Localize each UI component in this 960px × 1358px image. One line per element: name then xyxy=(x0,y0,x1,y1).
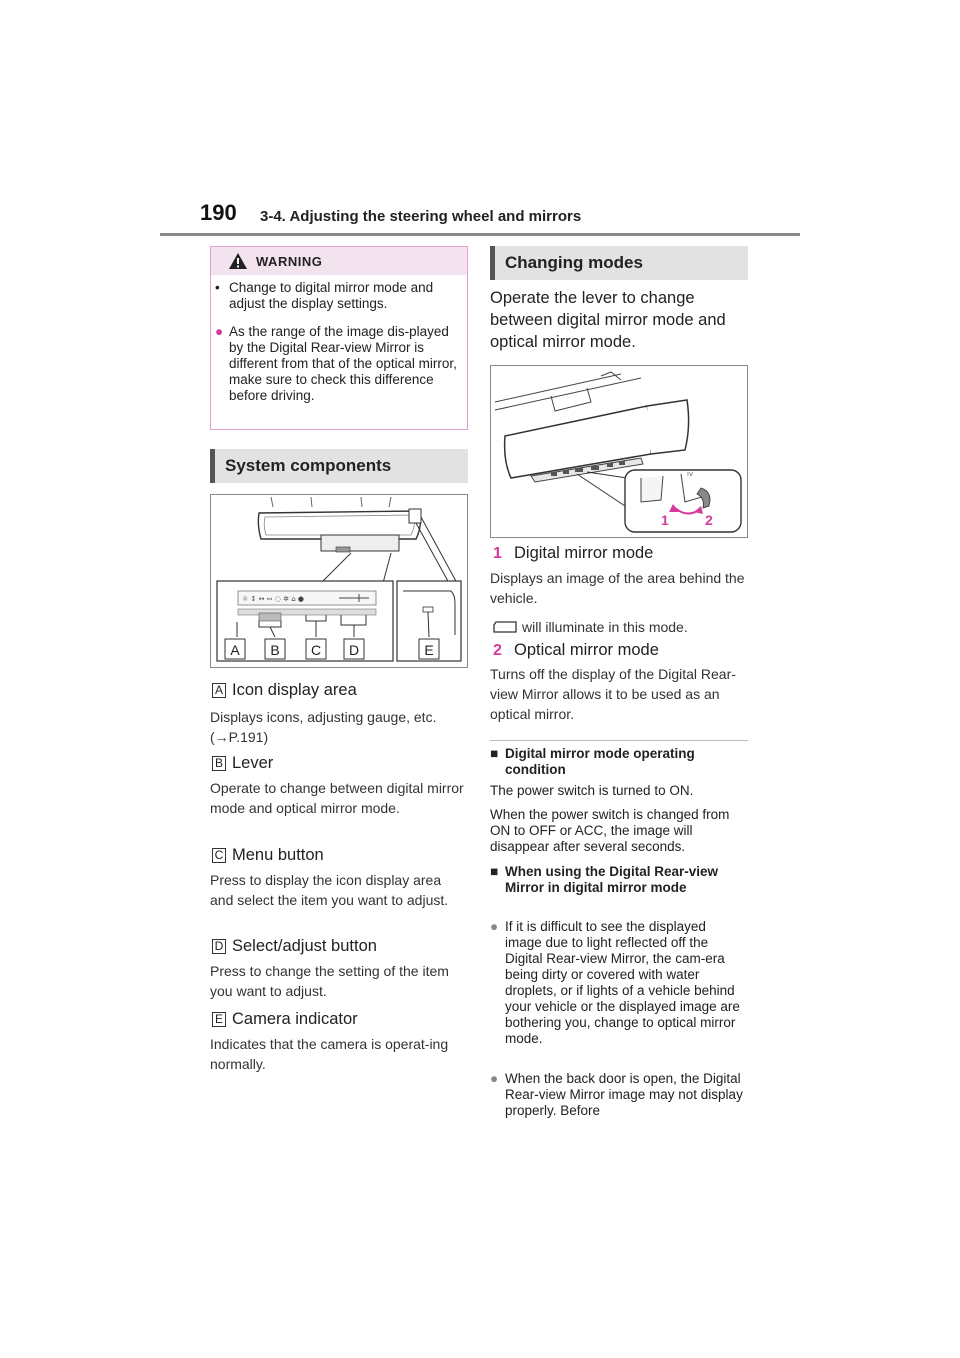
item-body-menu-button: Press to display the icon display area and select the item you want to adjust. xyxy=(210,872,449,908)
figure-label-b: B xyxy=(270,642,280,658)
round-bullet: ● xyxy=(490,919,499,934)
item-body-select-adjust-button: Press to change the setting of the item you want to adjust. xyxy=(210,963,449,999)
mode-extra-digital: will illuminate in this mode. xyxy=(522,619,688,635)
note-bullet xyxy=(490,919,745,1047)
section-heading-changing-modes xyxy=(490,246,748,280)
svg-text:ıv: ıv xyxy=(687,470,694,478)
figure-label-2: 2 xyxy=(705,512,713,528)
note-paragraph-2: When the power switch is changed from ON to OFF or ACC, the image will disappear after several seconds. xyxy=(490,807,730,854)
warning-item xyxy=(215,280,460,312)
bullet: ● xyxy=(215,324,224,339)
note-heading-digital-mode xyxy=(490,864,740,896)
camera-indicator-icon xyxy=(492,618,518,634)
square-bullet: ■ xyxy=(490,746,499,761)
section-heading-text: System components xyxy=(225,456,392,475)
svg-text:☼ ↕ ↔ ∾ ◌ ✲ ⌂ ●: ☼ ↕ ↔ ∾ ◌ ✲ ⌂ ● xyxy=(242,595,304,603)
item-letter-c: C xyxy=(212,848,226,863)
item-title-menu-button: Menu button xyxy=(232,846,324,864)
warning-triangle-icon xyxy=(228,252,248,270)
item-title-camera-indicator: Camera indicator xyxy=(232,1010,358,1028)
lever-illustration xyxy=(491,366,747,537)
page-number: 190 xyxy=(200,200,237,225)
lever-figure xyxy=(490,365,748,538)
header-rule xyxy=(160,233,800,236)
note-paragraph-1: The power switch is turned to ON. xyxy=(490,783,694,798)
figure-label-c: C xyxy=(310,642,322,658)
note-heading-operating-condition xyxy=(490,746,740,778)
changing-modes-intro: Operate the lever to change between digital mirror mode and optical mirror mode. xyxy=(490,289,726,351)
warning-header xyxy=(211,247,467,275)
item-body-camera-indicator: Indicates that the camera is operat-ing normally. xyxy=(210,1036,449,1072)
chapter-title: 3-4. Adjusting the steering wheel and mirrors xyxy=(260,208,582,225)
mode-body-digital: Displays an image of the area behind the vehicle. xyxy=(490,570,745,606)
figure-label-a: A xyxy=(230,642,240,658)
mode-title-optical: Optical mirror mode xyxy=(514,641,659,659)
mirror-components-illustration xyxy=(211,495,467,667)
mode-body-optical: Turns off the display of the Digital Rear-view Mirror allows it to be used as an optical mirror. xyxy=(490,666,736,722)
warning-text: As the range of the image dis-played by the Digital Rear-view Mirror is different from that of the optical mirror, make sure to check this difference before driving. xyxy=(229,324,457,403)
figure-label-1: 1 xyxy=(661,512,669,528)
mode-number-1: 1 xyxy=(493,545,502,562)
item-title-icon-display-area: Icon display area xyxy=(232,681,357,699)
item-body-lever: Operate to change between digital mirror mode and optical mirror mode. xyxy=(210,780,464,816)
notes-divider xyxy=(490,740,748,741)
mode-number-2: 2 xyxy=(493,642,502,659)
item-title-select-adjust-button: Select/adjust button xyxy=(232,937,377,955)
warning-text: Change to digital mirror mode and adjust the display settings. xyxy=(229,280,434,311)
note-heading-text: Digital mirror mode operating condition xyxy=(505,746,695,777)
item-body-icon-display-area: Displays icons, adjusting gauge, etc. (→P.191) xyxy=(210,709,437,745)
figure-label-e: E xyxy=(424,642,434,658)
item-letter-e: E xyxy=(212,1012,226,1027)
mode-title-digital: Digital mirror mode xyxy=(514,544,654,562)
round-bullet: ● xyxy=(490,1071,499,1086)
note-bullet-text: When the back door is open, the Digital Rear-view Mirror image may not display properly. Before xyxy=(505,1071,743,1118)
section-heading-text: Changing modes xyxy=(505,253,643,272)
note-bullet xyxy=(490,1071,745,1119)
mirror-components-figure xyxy=(210,494,468,668)
item-title-lever: Lever xyxy=(232,754,274,772)
figure-label-d: D xyxy=(348,642,360,658)
item-letter-a: A xyxy=(212,683,226,698)
section-heading-system-components xyxy=(210,449,468,483)
item-letter-d: D xyxy=(212,939,226,954)
warning-item xyxy=(215,324,460,404)
note-heading-text: When using the Digital Rear-view Mirror in digital mirror mode xyxy=(505,864,719,895)
warning-title: WARNING xyxy=(256,254,323,269)
item-letter-b: B xyxy=(212,756,226,771)
note-bullet-text: If it is difficult to see the displayed image due to light reflected off the Digital Rear-view Mirror, the cam-era being dirty or covered with water droplets, or if lights of a vehicle behind your vehicle or the displayed image are bothering you, change to optical mirror mode. xyxy=(505,919,740,1046)
square-bullet: ■ xyxy=(490,864,499,879)
bullet: • xyxy=(215,280,220,295)
